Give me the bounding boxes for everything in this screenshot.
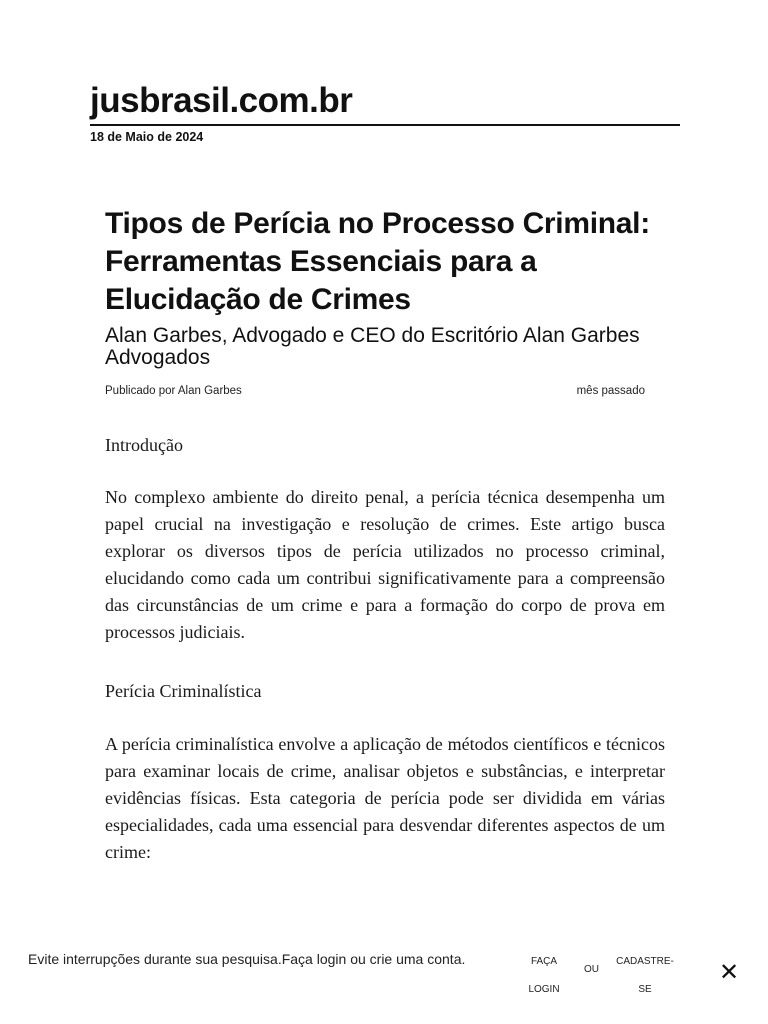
section-paragraph-pericia-criminalistica: A perícia criminalística envolve a aplicação de métodos científicos e técnicos para examinar locais de crime, analisar objetos e substâncias, e interpretar evidências físicas. Esta categoria de perícia pode ser dividida em várias especialidades, cada uma essencial para desvendar diferentes aspectos de um crime: [105,734,665,862]
published-time: mês passado [576,385,645,397]
article [105,205,665,866]
article-title: Tipos de Perícia no Processo Criminal: Ferramentas Essenciais para a Elucidação de Crimes [105,207,650,316]
site-name[interactable]: jusbrasil.com.br [90,81,353,120]
login-button-line2: LOGIN [528,984,560,995]
signup-button-line2: SE [638,984,652,995]
login-button-line1: FAÇA [530,956,558,967]
login-button[interactable] [520,948,568,1004]
banner-message: Evite interrupções durante sua pesquisa.Faça login ou crie uma conta. [28,951,466,967]
publication-date: 18 de Maio de 2024 [90,130,204,144]
signup-button[interactable] [606,948,684,1004]
section-heading-introducao: Introdução [105,435,183,455]
login-banner [0,940,768,1024]
byline [105,385,665,397]
article-body [105,433,665,866]
header-divider [90,124,680,126]
or-separator: OU [584,964,599,975]
signup-button-line1: CADASTRE- [616,956,674,967]
published-by: Publicado por Alan Garbes [105,385,242,397]
section-heading-pericia-criminalistica: Perícia Criminalística [105,681,262,701]
close-icon[interactable]: ✕ [718,959,740,986]
masthead [90,80,680,144]
section-paragraph-introducao: No complexo ambiente do direito penal, a perícia técnica desempenha um papel crucial na investigação e resolução de crimes. Este artigo busca explorar os diversos tipos de perícia utilizados no processo criminal, elucidando como cada um contribui significativamente para a compreensão das circunstâncias de um crime e para a formação do corpo de prova em processos judiciais. [105,487,665,642]
author-line: Alan Garbes, Advogado e CEO do Escritório Alan Garbes Advogados [105,324,640,369]
